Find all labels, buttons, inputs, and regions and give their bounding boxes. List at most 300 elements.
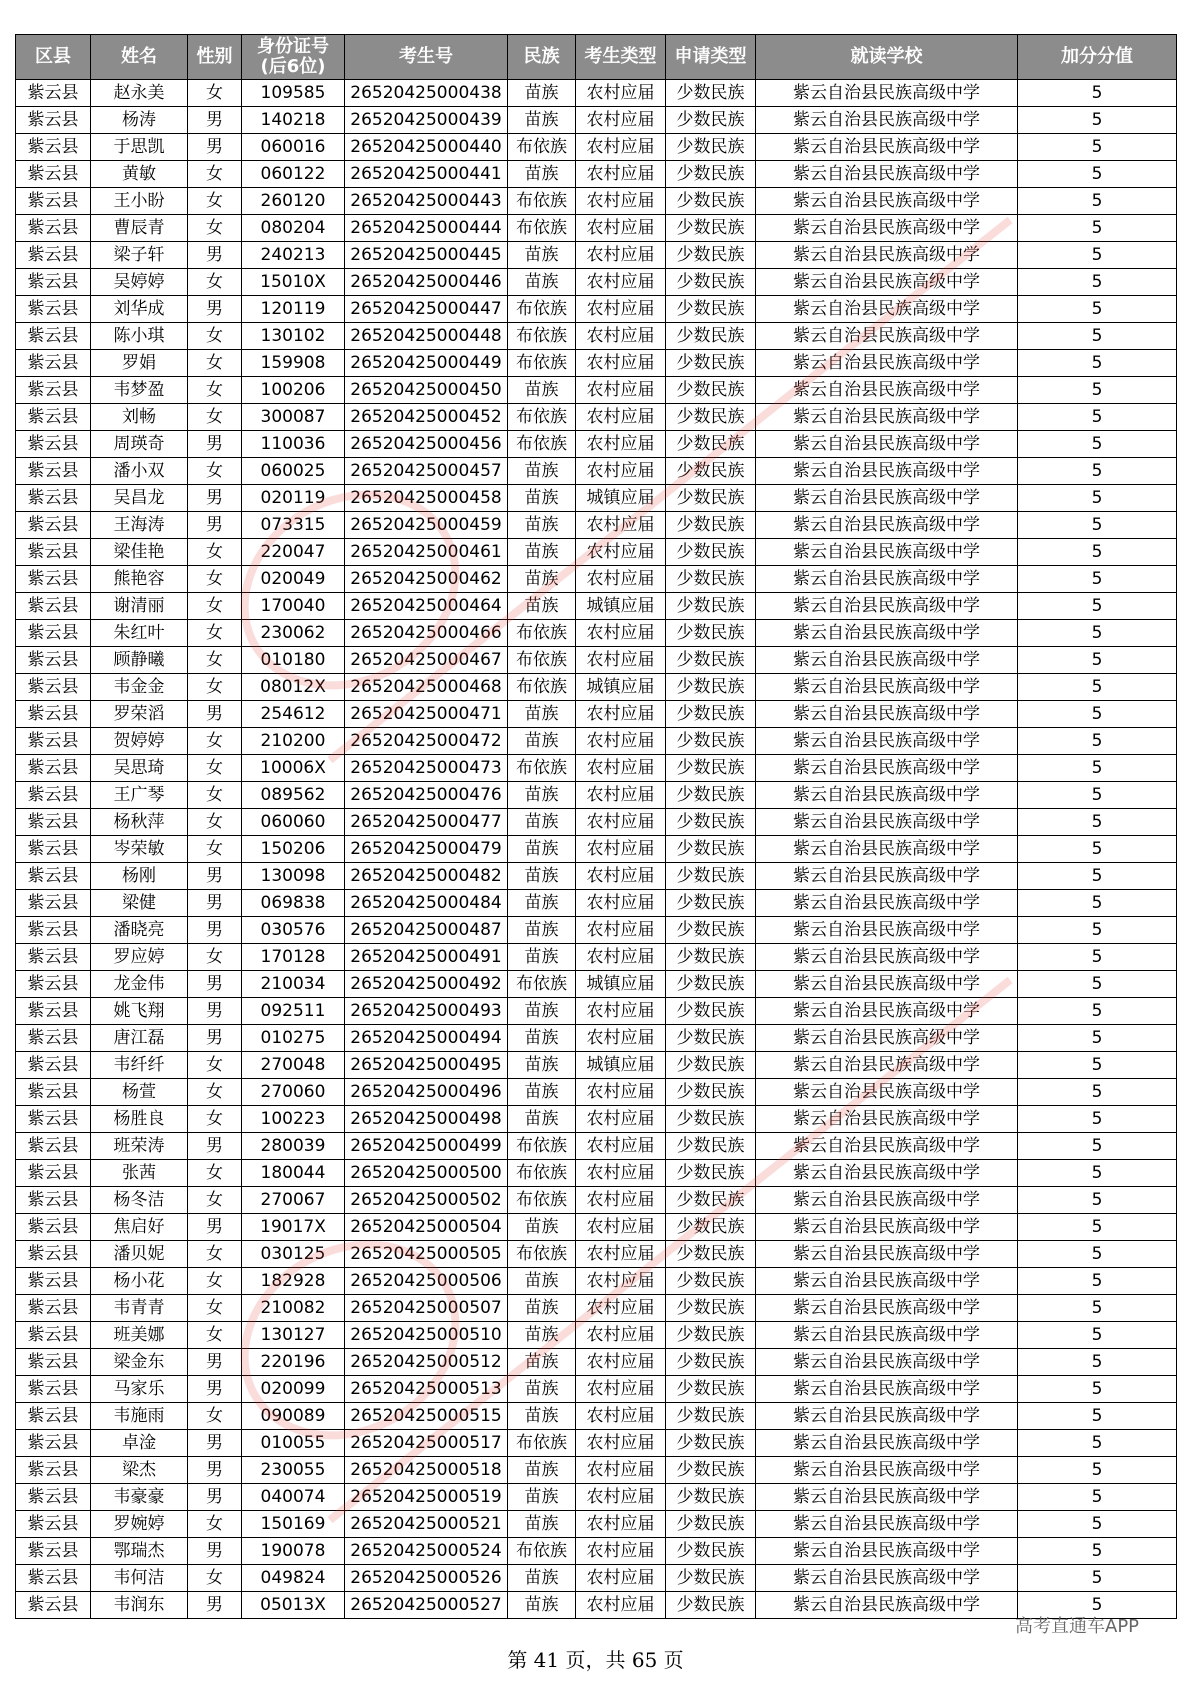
cell-exam-number: 26520425000512 [345, 1349, 508, 1376]
cell-application-type: 少数民族 [666, 809, 756, 836]
cell-school: 紫云自治县民族高级中学 [756, 836, 1018, 863]
cell-bonus-points: 5 [1018, 296, 1177, 323]
table-row [16, 1241, 1177, 1268]
table-row [16, 1403, 1177, 1430]
cell-bonus-points: 5 [1018, 1187, 1177, 1214]
cell-district: 紫云县 [16, 161, 91, 188]
cell-gender: 女 [188, 1403, 242, 1430]
cell-gender: 男 [188, 1457, 242, 1484]
cell-bonus-points: 5 [1018, 269, 1177, 296]
cell-district: 紫云县 [16, 782, 91, 809]
cell-gender: 男 [188, 863, 242, 890]
cell-school: 紫云自治县民族高级中学 [756, 1565, 1018, 1592]
cell-ethnicity: 布依族 [508, 188, 576, 215]
cell-application-type: 少数民族 [666, 512, 756, 539]
cell-bonus-points: 5 [1018, 1079, 1177, 1106]
cell-id-suffix: 060060 [242, 809, 345, 836]
cell-school: 紫云自治县民族高级中学 [756, 728, 1018, 755]
cell-student-type: 农村应届 [576, 539, 666, 566]
table-header [16, 35, 1177, 80]
cell-bonus-points: 5 [1018, 485, 1177, 512]
table-row [16, 1160, 1177, 1187]
cell-gender: 女 [188, 269, 242, 296]
cell-id-suffix: 08012X [242, 674, 345, 701]
table-row [16, 1376, 1177, 1403]
cell-school: 紫云自治县民族高级中学 [756, 80, 1018, 107]
cell-school: 紫云自治县民族高级中学 [756, 377, 1018, 404]
cell-exam-number: 26520425000457 [345, 458, 508, 485]
cell-student-type: 农村应届 [576, 215, 666, 242]
cell-application-type: 少数民族 [666, 431, 756, 458]
cell-student-type: 农村应届 [576, 1511, 666, 1538]
cell-exam-number: 26520425000487 [345, 917, 508, 944]
cell-id-suffix: 170040 [242, 593, 345, 620]
app-watermark: 高考直通车APP [1015, 1616, 1140, 1637]
cell-exam-number: 26520425000472 [345, 728, 508, 755]
cell-ethnicity: 布依族 [508, 323, 576, 350]
cell-ethnicity: 苗族 [508, 1403, 576, 1430]
cell-ethnicity: 布依族 [508, 350, 576, 377]
cell-ethnicity: 苗族 [508, 1268, 576, 1295]
cell-district: 紫云县 [16, 1538, 91, 1565]
cell-bonus-points: 5 [1018, 674, 1177, 701]
cell-application-type: 少数民族 [666, 836, 756, 863]
cell-name: 班美娜 [91, 1322, 188, 1349]
cell-ethnicity: 布依族 [508, 620, 576, 647]
cell-school: 紫云自治县民族高级中学 [756, 161, 1018, 188]
cell-student-type: 农村应届 [576, 1457, 666, 1484]
cell-bonus-points: 5 [1018, 350, 1177, 377]
cell-school: 紫云自治县民族高级中学 [756, 1538, 1018, 1565]
cell-id-suffix: 05013X [242, 1592, 345, 1619]
cell-ethnicity: 苗族 [508, 242, 576, 269]
cell-student-type: 农村应届 [576, 1403, 666, 1430]
cell-exam-number: 26520425000505 [345, 1241, 508, 1268]
cell-name: 卓淦 [91, 1430, 188, 1457]
cell-application-type: 少数民族 [666, 323, 756, 350]
cell-exam-number: 26520425000517 [345, 1430, 508, 1457]
cell-gender: 男 [188, 1214, 242, 1241]
cell-school: 紫云自治县民族高级中学 [756, 944, 1018, 971]
cell-application-type: 少数民族 [666, 728, 756, 755]
cell-school: 紫云自治县民族高级中学 [756, 971, 1018, 998]
cell-name: 梁金东 [91, 1349, 188, 1376]
table-row [16, 593, 1177, 620]
table-row [16, 1079, 1177, 1106]
cell-district: 紫云县 [16, 701, 91, 728]
table-row [16, 1106, 1177, 1133]
cell-district: 紫云县 [16, 1214, 91, 1241]
cell-student-type: 农村应届 [576, 1133, 666, 1160]
cell-student-type: 农村应届 [576, 944, 666, 971]
cell-district: 紫云县 [16, 80, 91, 107]
cell-application-type: 少数民族 [666, 1295, 756, 1322]
cell-name: 梁杰 [91, 1457, 188, 1484]
cell-gender: 女 [188, 620, 242, 647]
cell-id-suffix: 300087 [242, 404, 345, 431]
cell-gender: 男 [188, 701, 242, 728]
cell-ethnicity: 苗族 [508, 593, 576, 620]
cell-id-suffix: 060122 [242, 161, 345, 188]
cell-id-suffix: 100206 [242, 377, 345, 404]
cell-school: 紫云自治县民族高级中学 [756, 1079, 1018, 1106]
cell-student-type: 城镇应届 [576, 971, 666, 998]
cell-student-type: 城镇应届 [576, 674, 666, 701]
table-row [16, 998, 1177, 1025]
cell-bonus-points: 5 [1018, 701, 1177, 728]
cell-ethnicity: 苗族 [508, 782, 576, 809]
table-row [16, 1565, 1177, 1592]
cell-application-type: 少数民族 [666, 890, 756, 917]
cell-bonus-points: 5 [1018, 836, 1177, 863]
header-id-number [242, 35, 345, 80]
cell-district: 紫云县 [16, 1592, 91, 1619]
cell-ethnicity: 布依族 [508, 1187, 576, 1214]
cell-bonus-points: 5 [1018, 1160, 1177, 1187]
cell-ethnicity: 布依族 [508, 647, 576, 674]
cell-student-type: 农村应届 [576, 1349, 666, 1376]
cell-exam-number: 26520425000456 [345, 431, 508, 458]
cell-district: 紫云县 [16, 458, 91, 485]
cell-name: 周瑛奇 [91, 431, 188, 458]
cell-gender: 女 [188, 1565, 242, 1592]
cell-district: 紫云县 [16, 269, 91, 296]
cell-ethnicity: 苗族 [508, 512, 576, 539]
cell-exam-number: 26520425000477 [345, 809, 508, 836]
cell-id-suffix: 254612 [242, 701, 345, 728]
table-row [16, 728, 1177, 755]
header-student-type: 考生类型 [576, 35, 666, 80]
table-row [16, 917, 1177, 944]
cell-ethnicity: 布依族 [508, 134, 576, 161]
table-row [16, 107, 1177, 134]
cell-district: 紫云县 [16, 188, 91, 215]
cell-school: 紫云自治县民族高级中学 [756, 863, 1018, 890]
cell-application-type: 少数民族 [666, 458, 756, 485]
table-row [16, 1322, 1177, 1349]
cell-name: 吴思琦 [91, 755, 188, 782]
cell-exam-number: 26520425000499 [345, 1133, 508, 1160]
cell-student-type: 农村应届 [576, 620, 666, 647]
cell-name: 刘畅 [91, 404, 188, 431]
cell-gender: 男 [188, 998, 242, 1025]
cell-ethnicity: 苗族 [508, 728, 576, 755]
cell-exam-number: 26520425000441 [345, 161, 508, 188]
cell-school: 紫云自治县民族高级中学 [756, 755, 1018, 782]
cell-school: 紫云自治县民族高级中学 [756, 1025, 1018, 1052]
cell-student-type: 农村应届 [576, 728, 666, 755]
cell-application-type: 少数民族 [666, 647, 756, 674]
cell-name: 潘贝妮 [91, 1241, 188, 1268]
cell-district: 紫云县 [16, 593, 91, 620]
cell-exam-number: 26520425000507 [345, 1295, 508, 1322]
cell-student-type: 农村应届 [576, 1025, 666, 1052]
cell-ethnicity: 苗族 [508, 566, 576, 593]
cell-application-type: 少数民族 [666, 161, 756, 188]
cell-bonus-points: 5 [1018, 134, 1177, 161]
cell-student-type: 农村应届 [576, 188, 666, 215]
cell-district: 紫云县 [16, 404, 91, 431]
cell-application-type: 少数民族 [666, 1565, 756, 1592]
cell-name: 潘晓亮 [91, 917, 188, 944]
cell-id-suffix: 020049 [242, 566, 345, 593]
cell-student-type: 农村应届 [576, 998, 666, 1025]
cell-exam-number: 26520425000496 [345, 1079, 508, 1106]
cell-exam-number: 26520425000479 [345, 836, 508, 863]
cell-name: 梁佳艳 [91, 539, 188, 566]
table-row [16, 1133, 1177, 1160]
cell-exam-number: 26520425000515 [345, 1403, 508, 1430]
cell-bonus-points: 5 [1018, 161, 1177, 188]
cell-id-suffix: 049824 [242, 1565, 345, 1592]
cell-student-type: 城镇应届 [576, 1052, 666, 1079]
cell-gender: 男 [188, 1538, 242, 1565]
cell-ethnicity: 苗族 [508, 377, 576, 404]
cell-gender: 男 [188, 917, 242, 944]
cell-application-type: 少数民族 [666, 1106, 756, 1133]
cell-district: 紫云县 [16, 1079, 91, 1106]
cell-gender: 女 [188, 1511, 242, 1538]
cell-name: 曹辰青 [91, 215, 188, 242]
cell-gender: 女 [188, 404, 242, 431]
cell-gender: 女 [188, 674, 242, 701]
cell-id-suffix: 190078 [242, 1538, 345, 1565]
cell-exam-number: 26520425000493 [345, 998, 508, 1025]
cell-exam-number: 26520425000464 [345, 593, 508, 620]
cell-student-type: 农村应届 [576, 1106, 666, 1133]
cell-application-type: 少数民族 [666, 1160, 756, 1187]
cell-exam-number: 26520425000500 [345, 1160, 508, 1187]
cell-application-type: 少数民族 [666, 971, 756, 998]
cell-gender: 女 [188, 1106, 242, 1133]
cell-application-type: 少数民族 [666, 566, 756, 593]
cell-exam-number: 26520425000443 [345, 188, 508, 215]
cell-application-type: 少数民族 [666, 404, 756, 431]
cell-school: 紫云自治县民族高级中学 [756, 1214, 1018, 1241]
cell-exam-number: 26520425000527 [345, 1592, 508, 1619]
cell-exam-number: 26520425000504 [345, 1214, 508, 1241]
cell-name: 杨秋萍 [91, 809, 188, 836]
table-row [16, 890, 1177, 917]
cell-district: 紫云县 [16, 1025, 91, 1052]
cell-district: 紫云县 [16, 323, 91, 350]
cell-application-type: 少数民族 [666, 998, 756, 1025]
table-row [16, 1457, 1177, 1484]
cell-gender: 男 [188, 242, 242, 269]
cell-name: 刘华成 [91, 296, 188, 323]
cell-id-suffix: 109585 [242, 80, 345, 107]
cell-id-suffix: 130102 [242, 323, 345, 350]
cell-name: 韦纤纤 [91, 1052, 188, 1079]
cell-application-type: 少数民族 [666, 1187, 756, 1214]
cell-ethnicity: 布依族 [508, 1538, 576, 1565]
cell-student-type: 农村应届 [576, 1322, 666, 1349]
cell-name: 张茜 [91, 1160, 188, 1187]
cell-ethnicity: 苗族 [508, 863, 576, 890]
cell-district: 紫云县 [16, 674, 91, 701]
cell-district: 紫云县 [16, 1403, 91, 1430]
cell-id-suffix: 110036 [242, 431, 345, 458]
cell-bonus-points: 5 [1018, 1565, 1177, 1592]
cell-bonus-points: 5 [1018, 323, 1177, 350]
cell-ethnicity: 苗族 [508, 1376, 576, 1403]
cell-id-suffix: 020099 [242, 1376, 345, 1403]
cell-ethnicity: 苗族 [508, 1079, 576, 1106]
cell-district: 紫云县 [16, 1160, 91, 1187]
cell-district: 紫云县 [16, 1133, 91, 1160]
cell-name: 鄂瑞杰 [91, 1538, 188, 1565]
cell-id-suffix: 270060 [242, 1079, 345, 1106]
cell-ethnicity: 苗族 [508, 890, 576, 917]
cell-exam-number: 26520425000518 [345, 1457, 508, 1484]
cell-bonus-points: 5 [1018, 863, 1177, 890]
cell-student-type: 农村应届 [576, 431, 666, 458]
cell-exam-number: 26520425000471 [345, 701, 508, 728]
cell-school: 紫云自治县民族高级中学 [756, 1160, 1018, 1187]
cell-student-type: 农村应届 [576, 701, 666, 728]
cell-gender: 男 [188, 134, 242, 161]
cell-school: 紫云自治县民族高级中学 [756, 1349, 1018, 1376]
table-row [16, 1511, 1177, 1538]
cell-district: 紫云县 [16, 1295, 91, 1322]
cell-school: 紫云自治县民族高级中学 [756, 1106, 1018, 1133]
cell-gender: 女 [188, 647, 242, 674]
cell-bonus-points: 5 [1018, 1322, 1177, 1349]
cell-district: 紫云县 [16, 809, 91, 836]
cell-bonus-points: 5 [1018, 188, 1177, 215]
table-row [16, 782, 1177, 809]
cell-application-type: 少数民族 [666, 917, 756, 944]
cell-school: 紫云自治县民族高级中学 [756, 782, 1018, 809]
header-name: 姓名 [91, 35, 188, 80]
cell-bonus-points: 5 [1018, 1484, 1177, 1511]
table-row [16, 863, 1177, 890]
page-footer: 第 41 页，共 65 页 [507, 1648, 684, 1672]
cell-gender: 女 [188, 188, 242, 215]
header-school: 就读学校 [756, 35, 1018, 80]
cell-id-suffix: 060025 [242, 458, 345, 485]
cell-district: 紫云县 [16, 917, 91, 944]
cell-gender: 男 [188, 485, 242, 512]
cell-name: 顾静曦 [91, 647, 188, 674]
cell-student-type: 农村应届 [576, 647, 666, 674]
cell-student-type: 农村应届 [576, 269, 666, 296]
cell-bonus-points: 5 [1018, 1052, 1177, 1079]
cell-ethnicity: 布依族 [508, 971, 576, 998]
cell-school: 紫云自治县民族高级中学 [756, 1052, 1018, 1079]
cell-ethnicity: 苗族 [508, 1106, 576, 1133]
cell-application-type: 少数民族 [666, 620, 756, 647]
table-row [16, 269, 1177, 296]
cell-district: 紫云县 [16, 1241, 91, 1268]
cell-bonus-points: 5 [1018, 1430, 1177, 1457]
cell-bonus-points: 5 [1018, 404, 1177, 431]
cell-school: 紫云自治县民族高级中学 [756, 1457, 1018, 1484]
cell-id-suffix: 010275 [242, 1025, 345, 1052]
cell-ethnicity: 苗族 [508, 944, 576, 971]
cell-district: 紫云县 [16, 242, 91, 269]
cell-student-type: 农村应届 [576, 890, 666, 917]
cell-district: 紫云县 [16, 1457, 91, 1484]
cell-id-suffix: 180044 [242, 1160, 345, 1187]
cell-name: 贺婷婷 [91, 728, 188, 755]
cell-district: 紫云县 [16, 377, 91, 404]
cell-name: 姚飞翔 [91, 998, 188, 1025]
table-row [16, 161, 1177, 188]
cell-application-type: 少数民族 [666, 1268, 756, 1295]
cell-gender: 男 [188, 431, 242, 458]
cell-gender: 男 [188, 1376, 242, 1403]
cell-id-suffix: 060016 [242, 134, 345, 161]
cell-student-type: 农村应届 [576, 809, 666, 836]
cell-name: 罗应婷 [91, 944, 188, 971]
cell-name: 岑荣敏 [91, 836, 188, 863]
cell-student-type: 农村应届 [576, 107, 666, 134]
cell-exam-number: 26520425000466 [345, 620, 508, 647]
cell-id-suffix: 020119 [242, 485, 345, 512]
cell-id-suffix: 220196 [242, 1349, 345, 1376]
cell-id-suffix: 089562 [242, 782, 345, 809]
cell-name: 王广琴 [91, 782, 188, 809]
cell-bonus-points: 5 [1018, 1349, 1177, 1376]
cell-application-type: 少数民族 [666, 1430, 756, 1457]
cell-exam-number: 26520425000439 [345, 107, 508, 134]
cell-application-type: 少数民族 [666, 269, 756, 296]
cell-exam-number: 26520425000473 [345, 755, 508, 782]
cell-district: 紫云县 [16, 1106, 91, 1133]
cell-school: 紫云自治县民族高级中学 [756, 1511, 1018, 1538]
table-row [16, 566, 1177, 593]
cell-exam-number: 26520425000446 [345, 269, 508, 296]
cell-ethnicity: 布依族 [508, 755, 576, 782]
cell-school: 紫云自治县民族高级中学 [756, 1484, 1018, 1511]
cell-bonus-points: 5 [1018, 809, 1177, 836]
cell-gender: 男 [188, 296, 242, 323]
table-row [16, 971, 1177, 998]
cell-school: 紫云自治县民族高级中学 [756, 1241, 1018, 1268]
cell-school: 紫云自治县民族高级中学 [756, 566, 1018, 593]
cell-bonus-points: 5 [1018, 998, 1177, 1025]
cell-school: 紫云自治县民族高级中学 [756, 1376, 1018, 1403]
cell-name: 唐江磊 [91, 1025, 188, 1052]
cell-exam-number: 26520425000492 [345, 971, 508, 998]
cell-district: 紫云县 [16, 863, 91, 890]
cell-district: 紫云县 [16, 107, 91, 134]
cell-student-type: 农村应届 [576, 755, 666, 782]
cell-application-type: 少数民族 [666, 1133, 756, 1160]
cell-bonus-points: 5 [1018, 107, 1177, 134]
cell-application-type: 少数民族 [666, 107, 756, 134]
cell-bonus-points: 5 [1018, 728, 1177, 755]
cell-bonus-points: 5 [1018, 458, 1177, 485]
cell-student-type: 农村应届 [576, 1376, 666, 1403]
cell-application-type: 少数民族 [666, 1403, 756, 1430]
cell-name: 赵永美 [91, 80, 188, 107]
cell-name: 潘小双 [91, 458, 188, 485]
cell-ethnicity: 布依族 [508, 674, 576, 701]
cell-school: 紫云自治县民族高级中学 [756, 485, 1018, 512]
cell-application-type: 少数民族 [666, 80, 756, 107]
cell-bonus-points: 5 [1018, 1511, 1177, 1538]
cell-id-suffix: 210082 [242, 1295, 345, 1322]
header-id-number-sub: (后6位) [260, 56, 326, 77]
cell-district: 紫云县 [16, 998, 91, 1025]
table-row [16, 755, 1177, 782]
cell-ethnicity: 苗族 [508, 1565, 576, 1592]
cell-id-suffix: 069838 [242, 890, 345, 917]
cell-exam-number: 26520425000502 [345, 1187, 508, 1214]
cell-student-type: 农村应届 [576, 1295, 666, 1322]
